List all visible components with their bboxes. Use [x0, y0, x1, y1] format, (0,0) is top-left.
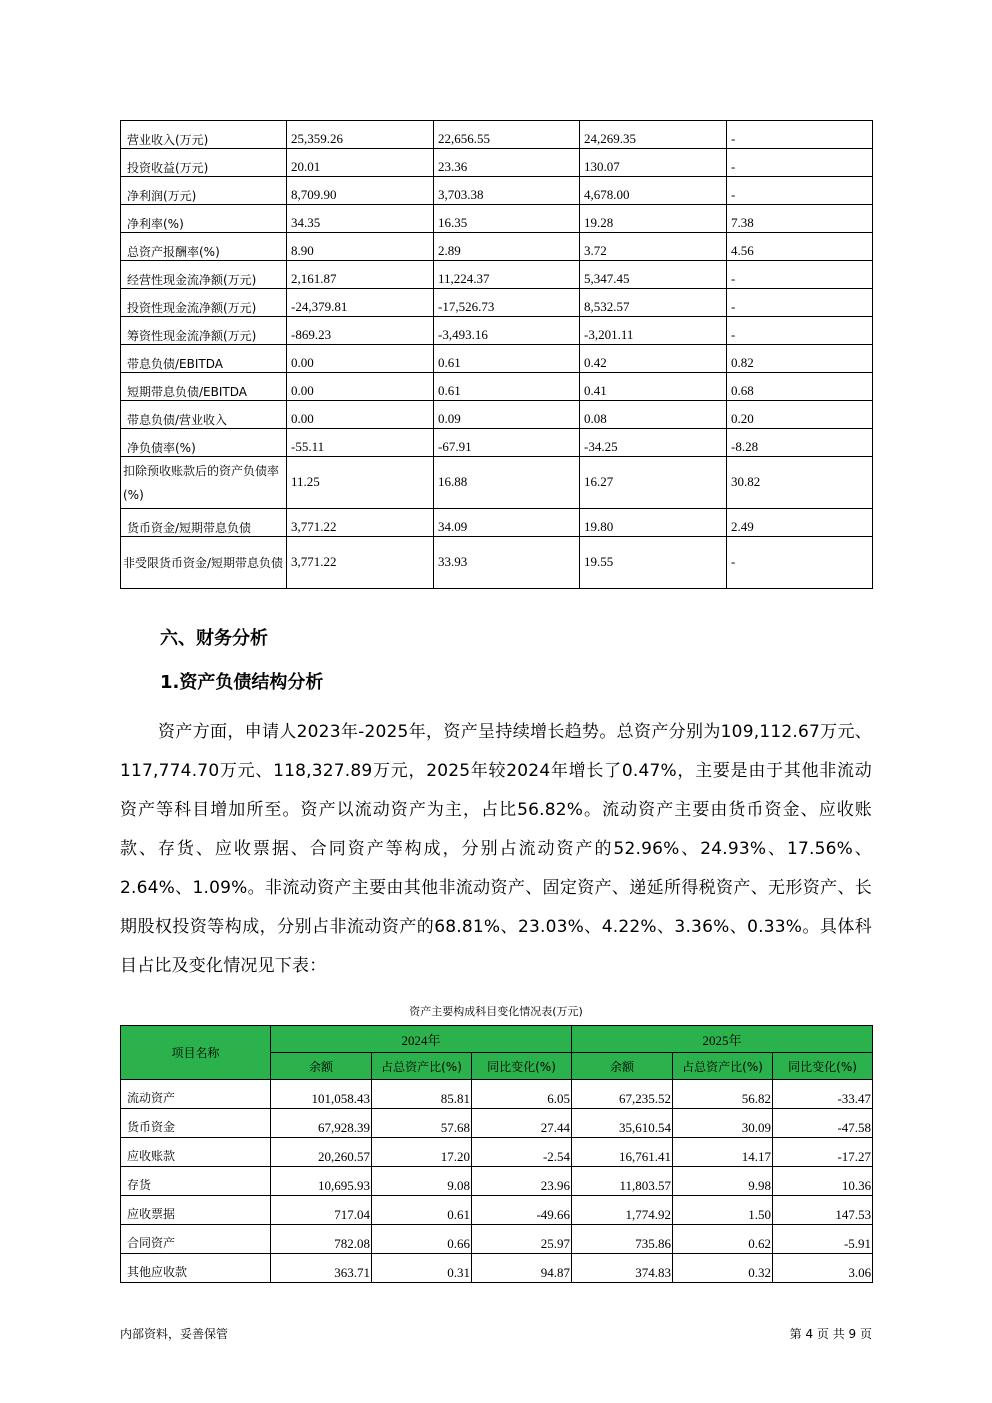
metric-value: 4,678.00: [580, 177, 727, 205]
table-row: [121, 509, 873, 537]
metric-value: 2.89: [434, 233, 580, 261]
item-value: 14.17: [673, 1138, 773, 1167]
item-value: 374.83: [572, 1254, 673, 1283]
metric-value: -: [727, 149, 873, 177]
header-amount-2025: 余额: [572, 1053, 673, 1080]
table-row: [121, 261, 873, 289]
table-row: [121, 1196, 873, 1225]
metric-value: -55.11: [287, 429, 434, 457]
table-row: [121, 205, 873, 233]
item-name: 应收票据: [121, 1196, 271, 1225]
item-value: 1.50: [673, 1196, 773, 1225]
metric-value: 0.09: [434, 401, 580, 429]
metric-label: 净负债率(%): [121, 429, 287, 457]
table-row: [121, 401, 873, 429]
metric-label: 筹资性现金流净额(万元): [121, 317, 287, 345]
metrics-table-body: [121, 121, 873, 589]
table-row: [121, 1080, 873, 1109]
metric-value: -17,526.73: [434, 289, 580, 317]
item-value: -47.58: [773, 1109, 873, 1138]
metric-value: 3.72: [580, 233, 727, 261]
item-value: 17.20: [372, 1138, 472, 1167]
metric-value: 5,347.45: [580, 261, 727, 289]
metric-value: 30.82: [727, 457, 873, 509]
item-value: 717.04: [271, 1196, 372, 1225]
item-value: 735.86: [572, 1225, 673, 1254]
table-row: [121, 233, 873, 261]
table-row: [121, 537, 873, 589]
header-year-2024: 2024年: [271, 1026, 572, 1053]
metric-value: 19.80: [580, 509, 727, 537]
metric-value: 0.00: [287, 373, 434, 401]
item-value: 30.09: [673, 1109, 773, 1138]
metric-label: 带息负债/营业收入: [121, 401, 287, 429]
item-name: 存货: [121, 1167, 271, 1196]
metric-value: 23.36: [434, 149, 580, 177]
table-row: [121, 1167, 873, 1196]
metric-value: -: [727, 261, 873, 289]
item-value: 23.96: [472, 1167, 572, 1196]
item-value: 0.32: [673, 1254, 773, 1283]
metric-label: 扣除预收账款后的资产负债率(%): [121, 457, 287, 509]
table-row: [121, 121, 873, 149]
item-value: 94.87: [472, 1254, 572, 1283]
metric-value: 19.28: [580, 205, 727, 233]
metric-value: -: [727, 317, 873, 345]
metric-value: 3,771.22: [287, 537, 434, 589]
metric-label: 投资收益(万元): [121, 149, 287, 177]
header-change-2024: 同比变化(%): [472, 1053, 572, 1080]
footer-confidential-note: 内部资料，妥善保管: [120, 1327, 229, 1341]
table-row: [121, 177, 873, 205]
metric-label: 净利率(%): [121, 205, 287, 233]
table-row: [121, 149, 873, 177]
metric-value: 7.38: [727, 205, 873, 233]
metric-label: 总资产报酬率(%): [121, 233, 287, 261]
item-value: -5.91: [773, 1225, 873, 1254]
item-value: 3.06: [773, 1254, 873, 1283]
metric-value: 0.08: [580, 401, 727, 429]
metric-label: 净利润(万元): [121, 177, 287, 205]
metric-value: -3,493.16: [434, 317, 580, 345]
table-row: [121, 317, 873, 345]
metric-value: -: [727, 177, 873, 205]
metric-value: 3,703.38: [434, 177, 580, 205]
header-share-2025: 占总资产比(%): [673, 1053, 773, 1080]
item-value: -49.66: [472, 1196, 572, 1225]
item-value: 20,260.57: [271, 1138, 372, 1167]
item-name: 合同资产: [121, 1225, 271, 1254]
item-value: 0.66: [372, 1225, 472, 1254]
metric-value: -: [727, 289, 873, 317]
item-value: 363.71: [271, 1254, 372, 1283]
item-value: 0.62: [673, 1225, 773, 1254]
metric-label: 投资性现金流净额(万元): [121, 289, 287, 317]
item-value: 11,803.57: [572, 1167, 673, 1196]
item-value: 25.97: [472, 1225, 572, 1254]
metric-label: 非受限货币资金/短期带息负债: [121, 537, 287, 589]
table-row: [121, 1109, 873, 1138]
item-value: 0.61: [372, 1196, 472, 1225]
metric-value: -869.23: [287, 317, 434, 345]
item-value: 6.05: [472, 1080, 572, 1109]
item-name: 其他应收款: [121, 1254, 271, 1283]
section-title: 六、财务分析: [160, 628, 268, 649]
table-row: [121, 1138, 873, 1167]
item-value: 147.53: [773, 1196, 873, 1225]
item-value: 67,235.52: [572, 1080, 673, 1109]
metric-value: -24,379.81: [287, 289, 434, 317]
metric-value: 3,771.22: [287, 509, 434, 537]
footer-page-number: 第 4 页 共 9 页: [789, 1327, 872, 1341]
item-value: 85.81: [372, 1080, 472, 1109]
table-row: [121, 457, 873, 509]
metric-value: -3,201.11: [580, 317, 727, 345]
metric-value: 2.49: [727, 509, 873, 537]
metric-value: 8,709.90: [287, 177, 434, 205]
metric-value: -: [727, 121, 873, 149]
metric-value: 0.61: [434, 373, 580, 401]
metric-label: 营业收入(万元): [121, 121, 287, 149]
metric-value: 16.27: [580, 457, 727, 509]
metric-value: 34.35: [287, 205, 434, 233]
header-item-name: 项目名称: [121, 1026, 271, 1080]
metric-value: 11,224.37: [434, 261, 580, 289]
metric-value: 0.42: [580, 345, 727, 373]
table-row: [121, 429, 873, 457]
metric-value: 25,359.26: [287, 121, 434, 149]
metric-value: 4.56: [727, 233, 873, 261]
metric-value: 11.25: [287, 457, 434, 509]
metric-value: 0.00: [287, 345, 434, 373]
metric-label: 货币资金/短期带息负债: [121, 509, 287, 537]
header-year-2025: 2025年: [572, 1026, 873, 1053]
table-caption: 资产主要构成科目变化情况表(万元): [409, 1005, 583, 1018]
subsection-title: 1.资产负债结构分析: [160, 672, 324, 693]
header-amount-2024: 余额: [271, 1053, 372, 1080]
metric-value: -67.91: [434, 429, 580, 457]
item-value: 56.82: [673, 1080, 773, 1109]
item-value: 10.36: [773, 1167, 873, 1196]
metric-value: 130.07: [580, 149, 727, 177]
metric-label: 带息负债/EBITDA: [121, 345, 287, 373]
table-row: [121, 289, 873, 317]
item-value: 67,928.39: [271, 1109, 372, 1138]
metric-value: -34.25: [580, 429, 727, 457]
item-value: 782.08: [271, 1225, 372, 1254]
table-row: [121, 373, 873, 401]
header-change-2025: 同比变化(%): [773, 1053, 873, 1080]
asset-composition-table: [120, 1025, 873, 1283]
metric-value: 0.00: [287, 401, 434, 429]
metric-value: 8.90: [287, 233, 434, 261]
metric-value: 24,269.35: [580, 121, 727, 149]
financial-metrics-table: [120, 120, 873, 589]
metric-value: 33.93: [434, 537, 580, 589]
metric-value: 34.09: [434, 509, 580, 537]
metric-value: 19.55: [580, 537, 727, 589]
metric-value: 0.41: [580, 373, 727, 401]
item-value: -33.47: [773, 1080, 873, 1109]
item-name: 流动资产: [121, 1080, 271, 1109]
metric-value: 0.20: [727, 401, 873, 429]
item-value: 10,695.93: [271, 1167, 372, 1196]
metric-label: 短期带息负债/EBITDA: [121, 373, 287, 401]
metric-value: -: [727, 537, 873, 589]
analysis-paragraph: 资产方面，申请人2023年-2025年，资产呈持续增长趋势。总资产分别为109,112.67万元、117,774.70万元、118,327.89万元，2025年较2024年增长了0.47%，主要是由于其他非流动资产等科目增加所至。资产以流动资产为主，占比56.82%。流动资产主要由货币资金、应收账款、存货、应收票据、合同资产等构成，分别占流动资产的52.96%、24.93%、17.56%、2.64%、1.09%。非流动资产主要由其他非流动资产、固定资产、递延所得税资产、无形资产、长期股权投资等构成，分别占非流动资产的68.81%、23.03%、4.22%、3.36%、0.33%。具体科目占比及变化情况见下表：: [120, 722, 872, 976]
metric-value: 0.82: [727, 345, 873, 373]
item-name: 货币资金: [121, 1109, 271, 1138]
item-value: 16,761.41: [572, 1138, 673, 1167]
table-row: [121, 1254, 873, 1283]
metric-value: 0.68: [727, 373, 873, 401]
metric-value: 22,656.55: [434, 121, 580, 149]
metric-value: 8,532.57: [580, 289, 727, 317]
item-value: 9.08: [372, 1167, 472, 1196]
item-value: 9.98: [673, 1167, 773, 1196]
metric-value: 2,161.87: [287, 261, 434, 289]
item-value: 101,058.43: [271, 1080, 372, 1109]
item-value: 57.68: [372, 1109, 472, 1138]
metric-value: -8.28: [727, 429, 873, 457]
item-name: 应收账款: [121, 1138, 271, 1167]
item-value: 27.44: [472, 1109, 572, 1138]
table-row: [121, 1225, 873, 1254]
metric-value: 0.61: [434, 345, 580, 373]
asset-table-body: [121, 1080, 873, 1283]
item-value: 0.31: [372, 1254, 472, 1283]
item-value: 1,774.92: [572, 1196, 673, 1225]
item-value: -17.27: [773, 1138, 873, 1167]
metric-value: 16.35: [434, 205, 580, 233]
metric-label: 经营性现金流净额(万元): [121, 261, 287, 289]
item-value: -2.54: [472, 1138, 572, 1167]
metric-value: 16.88: [434, 457, 580, 509]
item-value: 35,610.54: [572, 1109, 673, 1138]
metric-value: 20.01: [287, 149, 434, 177]
table-row: [121, 345, 873, 373]
header-share-2024: 占总资产比(%): [372, 1053, 472, 1080]
